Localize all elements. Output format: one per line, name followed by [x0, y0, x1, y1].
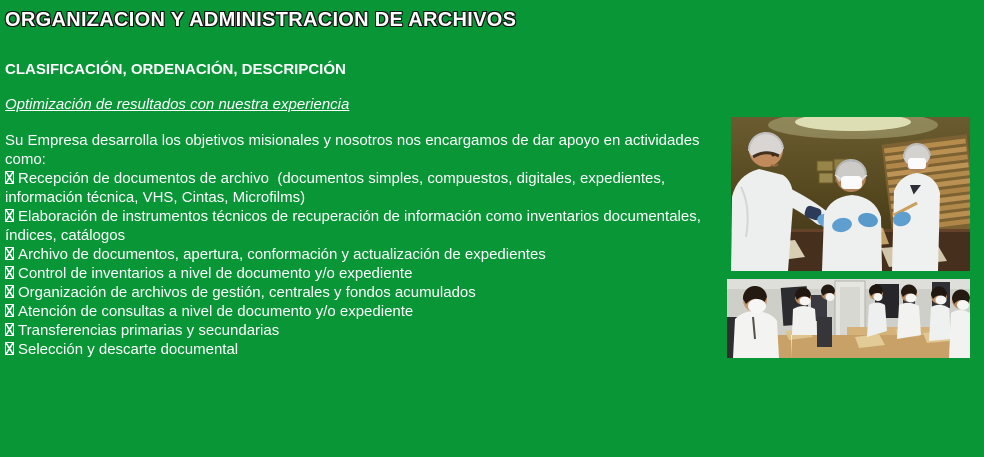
- service-item-label: Selección y descarte documental: [18, 341, 239, 358]
- service-item: [5, 302, 715, 321]
- services-block: [5, 131, 715, 359]
- service-item-label: Elaboración de instrumentos técnicos de recuperación de información como inventarios documentales, índices, catálogos: [5, 208, 706, 244]
- service-item: [5, 169, 715, 207]
- page-subtitle: CLASIFICACIÓN, ORDENACIÓN, DESCRIPCIÓN: [5, 61, 346, 78]
- missing-glyph-bullet-icon: [5, 342, 14, 355]
- missing-glyph-bullet-icon: [5, 209, 14, 222]
- photo-data-entry-office: [727, 279, 970, 358]
- service-item: [5, 245, 715, 264]
- missing-glyph-bullet-icon: [5, 323, 14, 336]
- service-item: [5, 340, 715, 359]
- page-title: ORGANIZACION Y ADMINISTRACION DE ARCHIVOS: [5, 9, 517, 31]
- service-item: [5, 207, 715, 245]
- service-item-label: Organización de archivos de gestión, centrales y fondos acumulados: [18, 284, 476, 301]
- service-item: [5, 321, 715, 340]
- service-item-label: Atención de consultas a nivel de documento y/o expediente: [18, 303, 414, 320]
- missing-glyph-bullet-icon: [5, 171, 14, 184]
- missing-glyph-bullet-icon: [5, 285, 14, 298]
- service-item: [5, 283, 715, 302]
- photo-archive-processing: [731, 117, 970, 271]
- main-content: [5, 0, 715, 359]
- service-item-label: Recepción de documentos de archivo (documentos simples, compuestos, digitales, expedientes, información técnica, VHS, Cintas, Microfilms): [5, 170, 670, 206]
- missing-glyph-bullet-icon: [5, 266, 14, 279]
- intro-paragraph: Su Empresa desarrolla los objetivos misionales y nosotros nos encargamos de dar apoyo en actividades como:: [5, 132, 704, 168]
- tagline: Optimización de resultados con nuestra experiencia: [5, 96, 350, 113]
- service-item-label: Transferencias primarias y secundarias: [18, 322, 280, 339]
- missing-glyph-bullet-icon: [5, 247, 14, 260]
- service-item-label: Control de inventarios a nivel de documento y/o expediente: [18, 265, 413, 282]
- service-item: [5, 264, 715, 283]
- missing-glyph-bullet-icon: [5, 304, 14, 317]
- service-item-label: Archivo de documentos, apertura, conformación y actualización de expedientes: [18, 246, 546, 263]
